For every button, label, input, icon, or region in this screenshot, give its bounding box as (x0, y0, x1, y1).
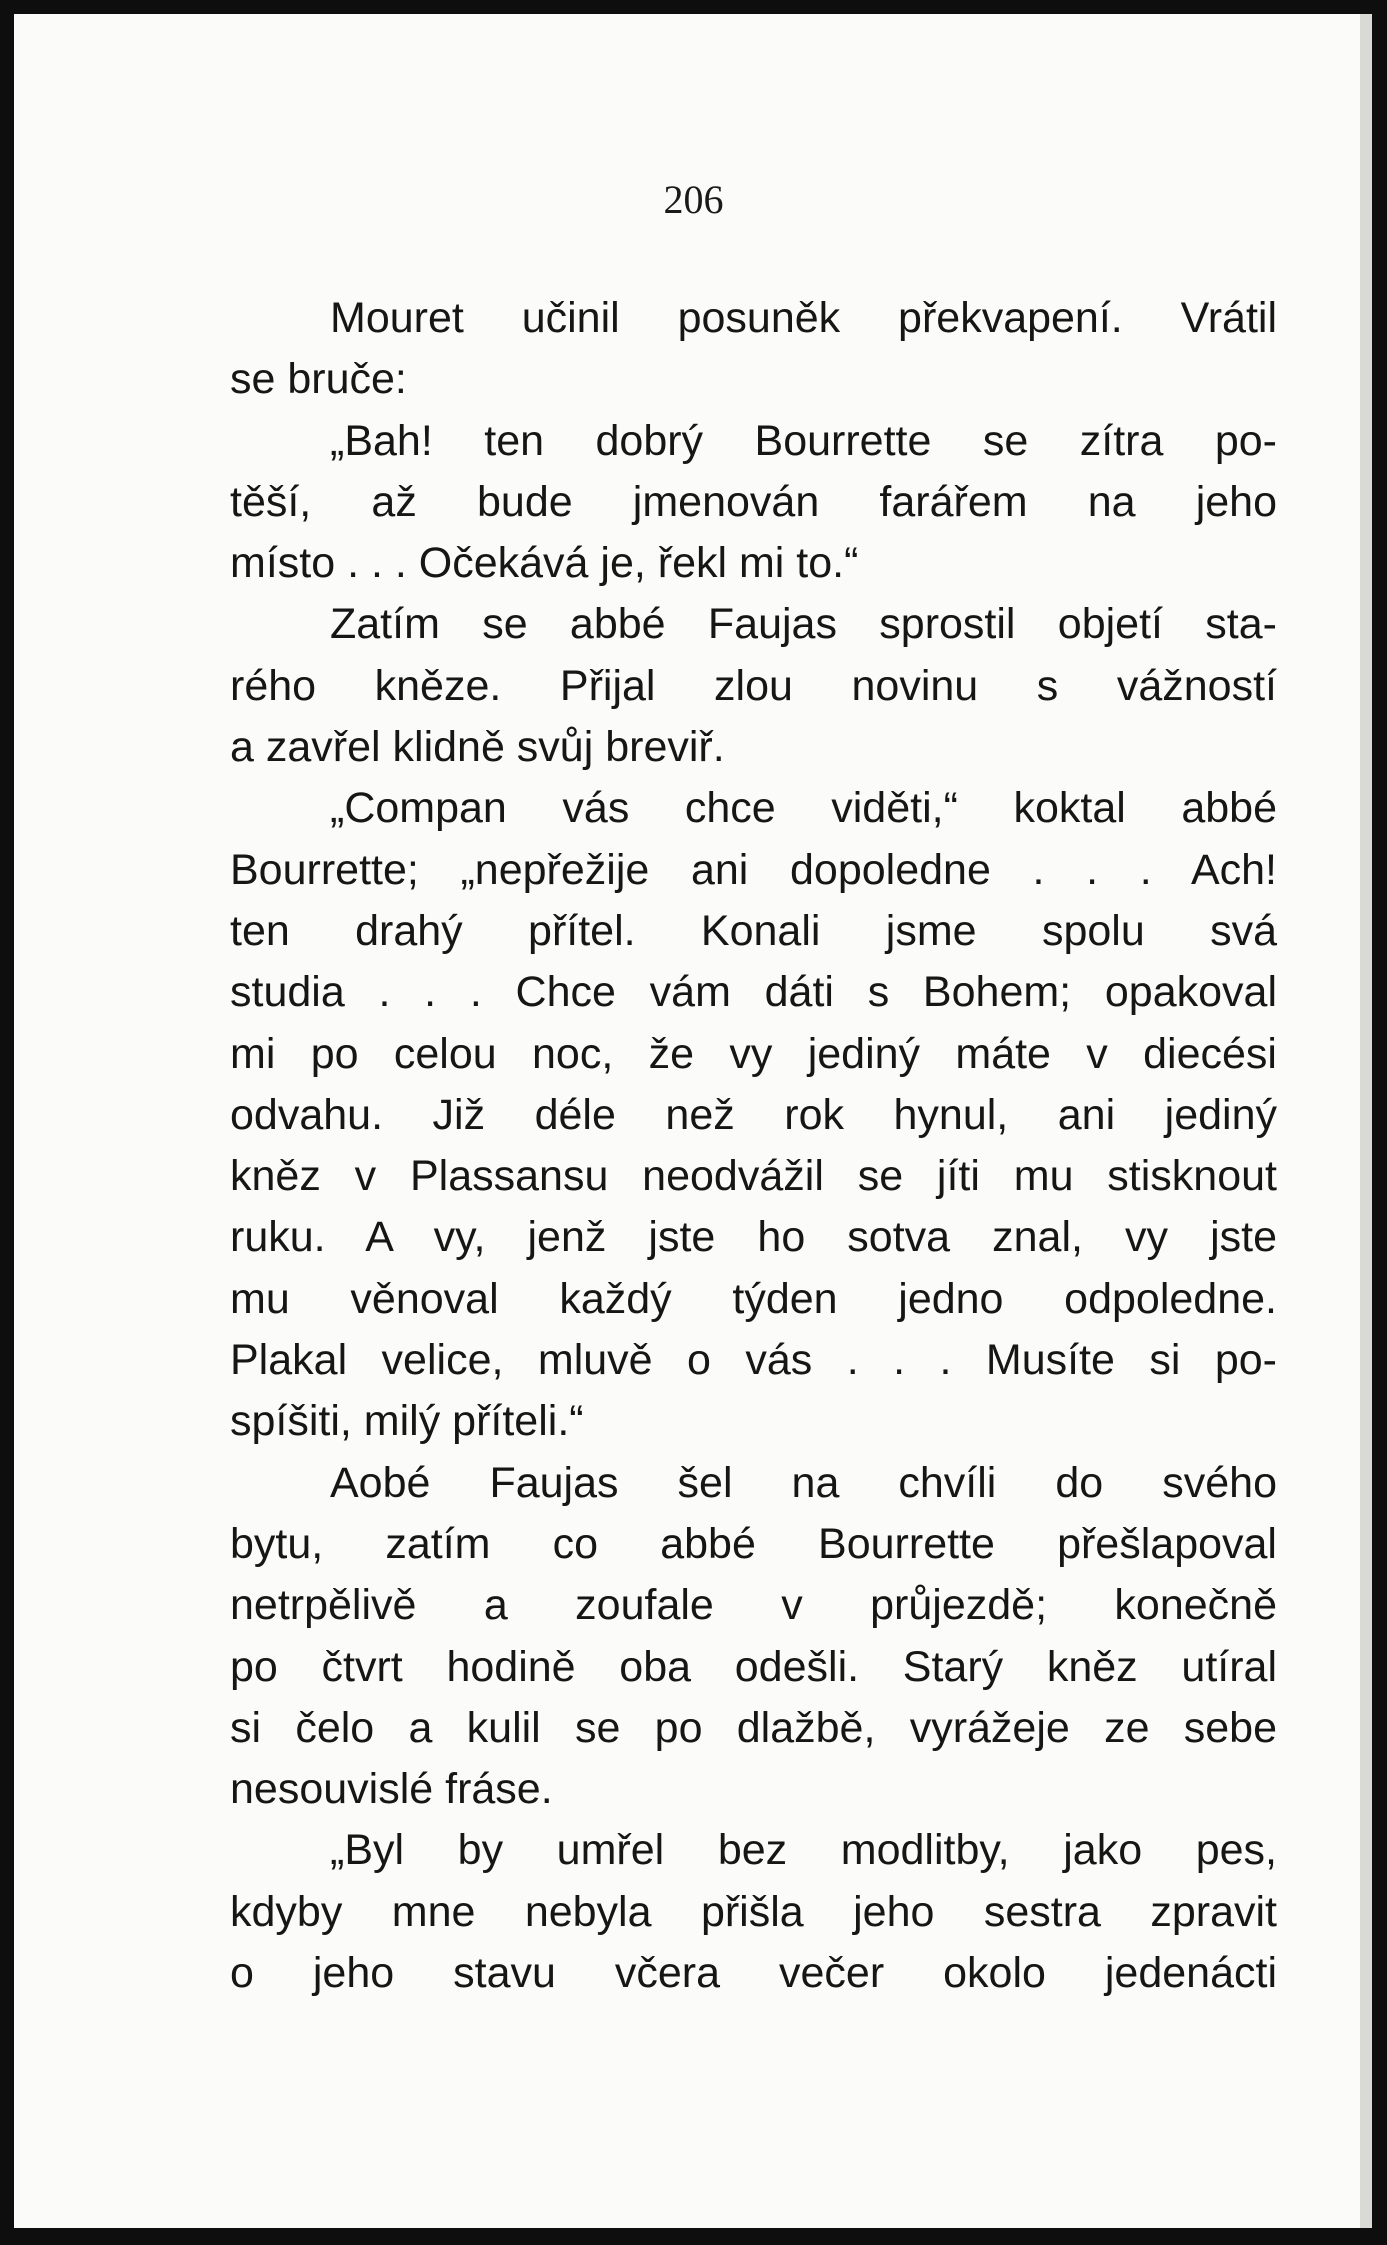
text-line: „Byl by umřel bez modlitby, jako pes, (330, 1826, 1277, 1875)
text-line: kdyby mne nebyla přišla jeho sestra zpravit (230, 1887, 1277, 1936)
text-line: o jeho stavu včera večer okolo jedenácti (230, 1949, 1277, 1998)
text-line: spíšiti, milý příteli.“ (230, 1397, 584, 1446)
paper-edge-shadow (1360, 14, 1372, 2228)
text-line: mi po celou noc, že vy jediný máte v diecési (230, 1029, 1277, 1078)
text-line: po čtvrt hodině oba odešli. Starý kněz utíral (230, 1642, 1277, 1691)
text-line: rého kněze. Přijal zlou novinu s vážností (230, 661, 1277, 710)
text-line: mu věnoval každý týden jedno odpoledne. (230, 1274, 1277, 1323)
text-line: a zavřel klidně svůj breviř. (230, 723, 725, 772)
text-line: kněz v Plassansu neodvážil se jíti mu stisknout (230, 1152, 1277, 1201)
text-line: Aobé Faujas šel na chvíli do svého (330, 1458, 1277, 1507)
text-line: Plakal velice, mluvě o vás . . . Musíte si po- (230, 1336, 1277, 1385)
page-number: 206 (663, 177, 724, 222)
text-line: ten drahý přítel. Konali jsme spolu svá (230, 906, 1277, 955)
text-line: „Bah! ten dobrý Bourrette se zítra po- (330, 416, 1277, 465)
text-line: „Compan vás chce viděti,“ koktal abbé (330, 784, 1277, 833)
text-line: si čelo a kulil se po dlažbě, vyrážeje ze sebe (230, 1703, 1277, 1752)
text-line: místo . . . Očekává je, řekl mi to.“ (230, 539, 859, 588)
text-line: nesouvislé fráse. (230, 1765, 553, 1814)
text-line: bytu, zatím co abbé Bourrette přešlapoval (230, 1519, 1277, 1568)
text-line: Bourrette; „nepřežije ani dopoledne . . . Ach! (230, 845, 1277, 894)
text-line: Mouret učinil posuněk překvapení. Vrátil (330, 294, 1277, 342)
text-line: se bruče: (230, 355, 407, 404)
body-text (230, 288, 1277, 2004)
text-line: těší, až bude jmenován farářem na jeho (230, 477, 1277, 526)
text-line: odvahu. Již déle než rok hynul, ani jediný (230, 1090, 1277, 1139)
text-line: Zatím se abbé Faujas sprostil objetí sta- (330, 600, 1277, 649)
text-line: ruku. A vy, jenž jste ho sotva znal, vy jste (230, 1213, 1277, 1262)
text-line: netrpělivě a zoufale v průjezdě; konečně (230, 1581, 1277, 1630)
text-line: studia . . . Chce vám dáti s Bohem; opakoval (230, 968, 1277, 1017)
